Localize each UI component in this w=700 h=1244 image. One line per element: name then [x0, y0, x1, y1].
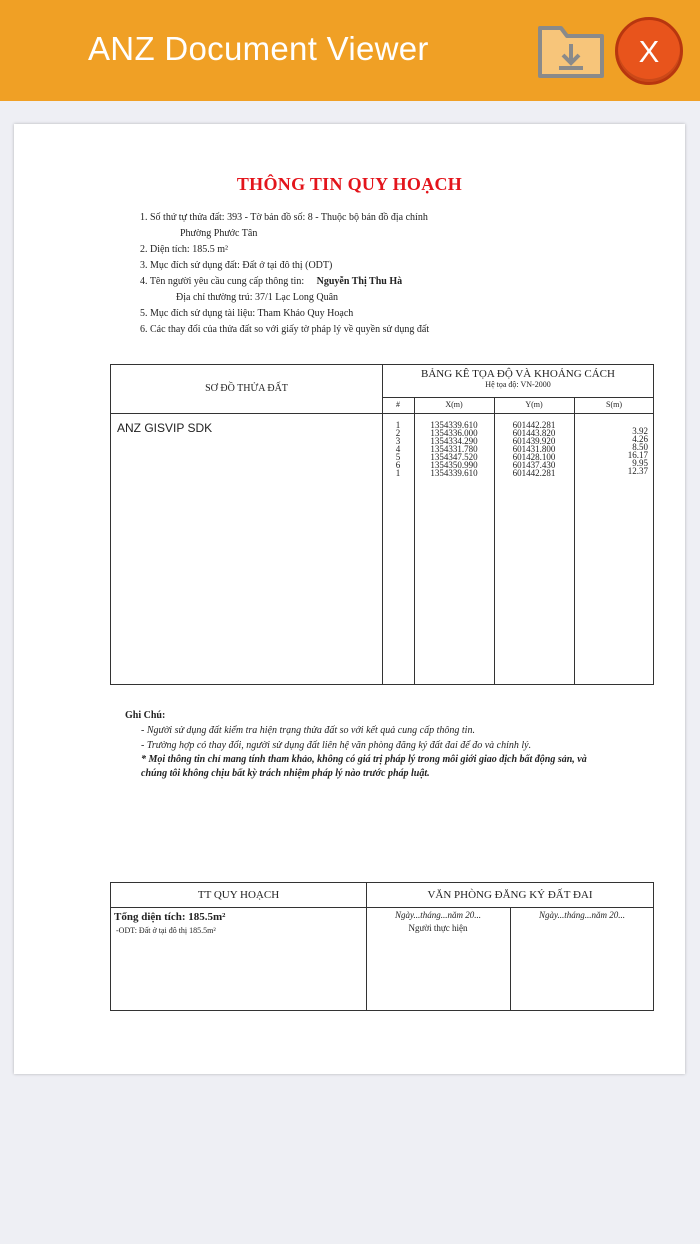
row-s: 9.95	[632, 458, 648, 468]
download-icon	[537, 20, 605, 80]
coordinate-table	[110, 364, 654, 685]
info-line-3: 3. Mục đích sử dụng đất: Đất ở tại đô thị (ODT)	[140, 260, 333, 271]
info-line-1: 1. Số thứ tự thửa đất: 393 - Tờ bản đồ số: 8 - Thuộc bộ bản đồ địa chính	[140, 212, 428, 223]
row-x: 1354336.000	[430, 428, 478, 438]
app-header	[0, 0, 700, 101]
col-x-values	[414, 421, 494, 477]
note-3b: chúng tôi không chịu bất kỳ trách nhiệm pháp lý nào trước pháp luật.	[141, 768, 430, 779]
col-y-values	[494, 421, 574, 477]
row-y: 601442.281	[512, 468, 556, 478]
row-s: 16.17	[627, 450, 648, 460]
row-y: 601428.100	[512, 452, 556, 462]
row-y: 601443.820	[512, 428, 556, 438]
info-line-2: 2. Diện tích: 185.5 m²	[140, 244, 228, 255]
parcel-info	[140, 210, 429, 338]
row-no: 3	[395, 436, 401, 446]
col-x-header: X(m)	[445, 400, 463, 409]
note-1: - Người sử dụng đất kiểm tra hiện trạng thửa đất so với kết quả cung cấp thông tin.	[141, 725, 475, 736]
info-line-6: 6. Các thay đổi của thửa đất so với giấy tờ pháp lý về quyền sử dụng đất	[140, 324, 430, 335]
row-x: 1354339.610	[430, 468, 478, 478]
coord-header: BẢNG KÊ TỌA ĐỘ VÀ KHOẢNG CÁCH	[421, 368, 615, 380]
row-no: 2	[395, 428, 401, 438]
note-2: - Trường hợp có thay đổi, người sử dụng đất liên hệ văn phòng đăng ký đất đai để đo và chỉnh lý.	[141, 740, 532, 751]
registry-header: VĂN PHÒNG ĐĂNG KÝ ĐẤT ĐAI	[427, 889, 593, 901]
requester-name: Nguyễn Thị Thu Hà	[316, 276, 403, 287]
row-y: 601431.800	[512, 444, 556, 454]
note-3a: * Mọi thông tin chỉ mang tính tham khảo, không có giá trị pháp lý trong môi giới giao dịch bất động sản, và	[141, 754, 587, 765]
info-line-4b: Địa chỉ thường trú: 37/1 Lạc Long Quân	[176, 292, 339, 303]
close-icon: X	[638, 34, 660, 69]
coord-subheader: Hệ tọa độ: VN-2000	[485, 380, 551, 389]
info-line-1b: Phường Phước Tân	[180, 228, 258, 239]
row-y: 601437.430	[512, 460, 556, 470]
total-area: Tổng diện tích: 185.5m²	[114, 911, 226, 923]
row-s: 3.92	[632, 426, 648, 436]
document-title: THÔNG TIN QUY HOẠCH	[236, 174, 463, 194]
col-no-values	[382, 421, 414, 477]
notes-section	[125, 708, 587, 781]
row-x: 1354331.780	[430, 444, 478, 454]
row-y: 601439.920	[512, 436, 556, 446]
odt-area: -ODT: Đất ở tại đô thị 185.5m²	[116, 926, 216, 935]
row-no: 6	[395, 460, 401, 470]
row-y: 601442.281	[512, 420, 556, 430]
row-s: 12.37	[627, 466, 648, 476]
close-button[interactable]	[615, 17, 683, 85]
row-no: 1	[395, 420, 401, 430]
col-y-header: Y(m)	[525, 400, 543, 409]
row-s: 8.50	[632, 442, 648, 452]
row-x: 1354334.290	[430, 436, 478, 446]
row-no: 5	[395, 452, 401, 462]
sketch-header: SƠ ĐỒ THỬA ĐẤT	[205, 383, 288, 394]
row-no: 4	[395, 444, 401, 454]
document-page	[14, 124, 685, 1074]
row-x: 1354339.610	[430, 420, 478, 430]
requester-label: 4. Tên người yêu cầu cung cấp thông tin:	[140, 276, 305, 287]
download-button[interactable]	[537, 20, 605, 80]
notes-heading: Ghi Chú:	[125, 710, 166, 721]
app-title: ANZ Document Viewer	[88, 30, 429, 67]
date-field-1: Ngày...tháng...năm 20...	[394, 910, 481, 920]
date-field-2: Ngày...tháng...năm 20...	[538, 910, 625, 920]
col-s-header: S(m)	[606, 400, 622, 409]
col-no-header: #	[396, 400, 400, 409]
info-line-4	[140, 274, 429, 290]
performer-label: Người thực hiện	[408, 923, 468, 933]
sketch-label: ANZ GISVIP SDK	[117, 421, 213, 435]
info-line-5: 5. Mục đích sử dụng tài liệu: Tham Khảo Quy Hoạch	[140, 308, 354, 319]
row-x: 1354347.520	[430, 452, 478, 462]
row-x: 1354350.990	[430, 460, 478, 470]
col-s-values	[574, 427, 648, 475]
planning-header: TT QUY HOẠCH	[197, 889, 280, 901]
row-s: 4.26	[632, 434, 648, 444]
footer-table	[110, 882, 654, 1011]
row-no: 1	[395, 468, 401, 478]
